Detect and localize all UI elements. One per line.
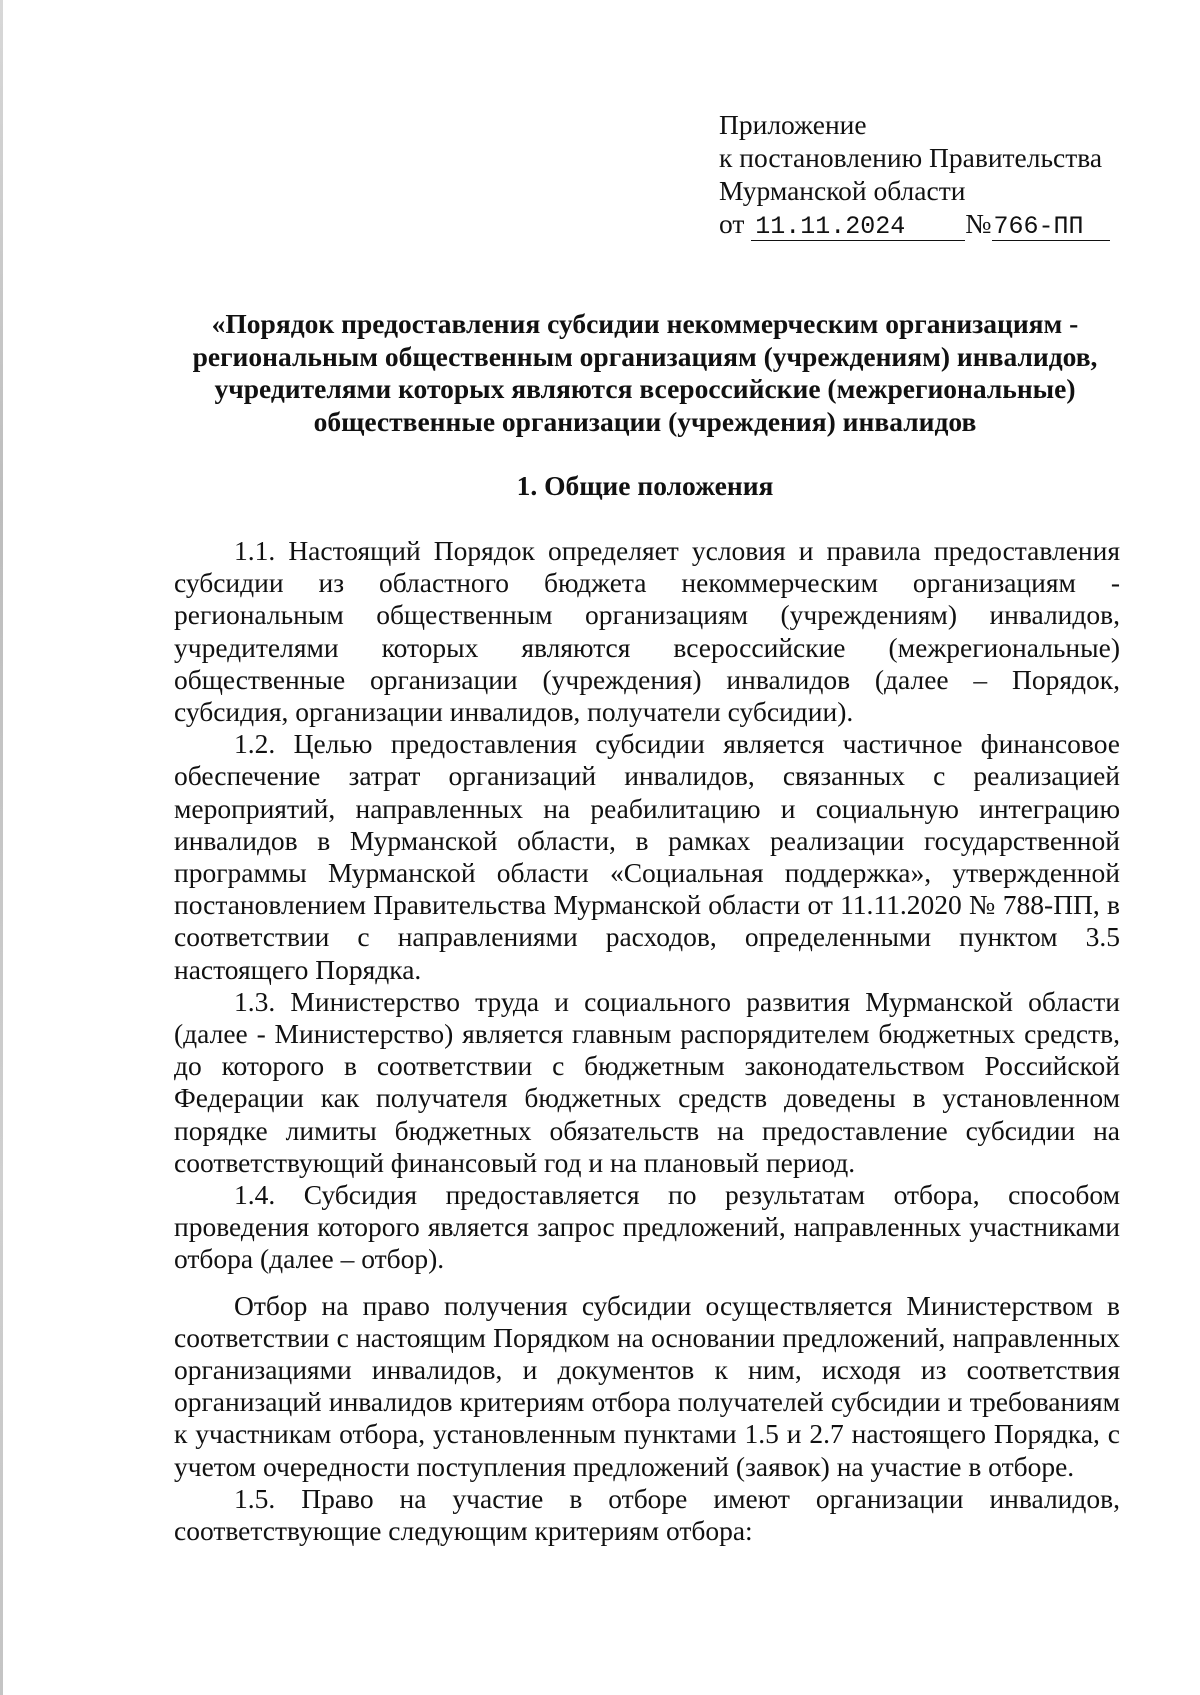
paragraph-1-1: 1.1. Настоящий Порядок определяет условия и правила предоставления субсидии из областного бюджета некоммерческим организациям - региональным общественным организациям (учреждениям) инвалидов, учредителями которых являются всероссийские (межрегиональные) общественные организации (учреждения) инвалидов (далее – Порядок, субсидия, организации инвалидов, получатели субсидии). <box>174 535 1120 728</box>
appendix-date-line <box>719 207 1159 241</box>
paragraph-1-2: 1.2. Целью предоставления субсидии является частичное финансовое обеспечение затрат организаций инвалидов, связанных с реализацией мероприятий, направленных на реабилитацию и социальную интеграцию инвалидов в Мурманской области, в рамках реализации государственной программы Мурманской области «Социальная поддержка», утвержденной постановлением Правительства Мурманской области от 11.11.2020 № 788-ПП, в соответствии с направлениями расходов, определенными пунктом 3.5 настоящего Порядка. <box>174 728 1120 985</box>
from-label: от <box>719 208 745 239</box>
title-line: «Порядок предоставления субсидии некоммерческим организациям - <box>211 308 1079 339</box>
decree-number: 766-ПП <box>992 214 1110 241</box>
scan-edge <box>0 0 3 1695</box>
appendix-block <box>719 108 1159 241</box>
title-line: общественные организации (учреждения) инвалидов <box>313 405 977 437</box>
paragraph-selection: Отбор на право получения субсидии осуществляется Министерством в соответствии с настоящим Порядком на основании предложений, направленных организациями инвалидов, и документов к ним, исходя из соответствия организаций инвалидов критериям отбора получателей субсидии и требованиям к участникам отбора, установленным пунктами 1.5 и 2.7 настоящего Порядка, с учетом очередности поступления предложений (заявок) на участие в отборе. <box>174 1289 1120 1482</box>
document-title <box>150 308 1140 438</box>
paragraph-1-3: 1.3. Министерство труда и социального развития Мурманской области (далее - Министерство) является главным распорядителем бюджетных средств, до которого в соответствии с бюджетным законодательством Российской Федерации как получателя бюджетных средств доведены в установленном порядке лимиты бюджетных обязательств на предоставление субсидии на соответствующий финансовый год и на плановый период. <box>174 985 1120 1178</box>
title-line: региональным общественным организациям (учреждениям) инвалидов, <box>192 340 1098 372</box>
appendix-line-3: Мурманской области <box>719 175 966 206</box>
number-label: № <box>965 208 992 239</box>
appendix-line-2: к постановлению Правительства <box>719 142 1103 173</box>
document-body <box>174 535 1120 1547</box>
decree-date: 11.11.2024 <box>751 214 965 241</box>
title-line: учредителями которых являются всероссийские (межрегиональные) <box>214 373 1076 404</box>
paragraph-1-5: 1.5. Право на участие в отборе имеют организации инвалидов, соответствующие следующим критериям отбора: <box>174 1482 1120 1547</box>
paragraph-1-4: 1.4. Субсидия предоставляется по результатам отбора, способом проведения которого является запрос предложений, направленных участниками отбора (далее – отбор). <box>174 1179 1120 1275</box>
section-heading: 1. Общие положения <box>516 470 774 501</box>
appendix-line-1: Приложение <box>719 109 867 140</box>
